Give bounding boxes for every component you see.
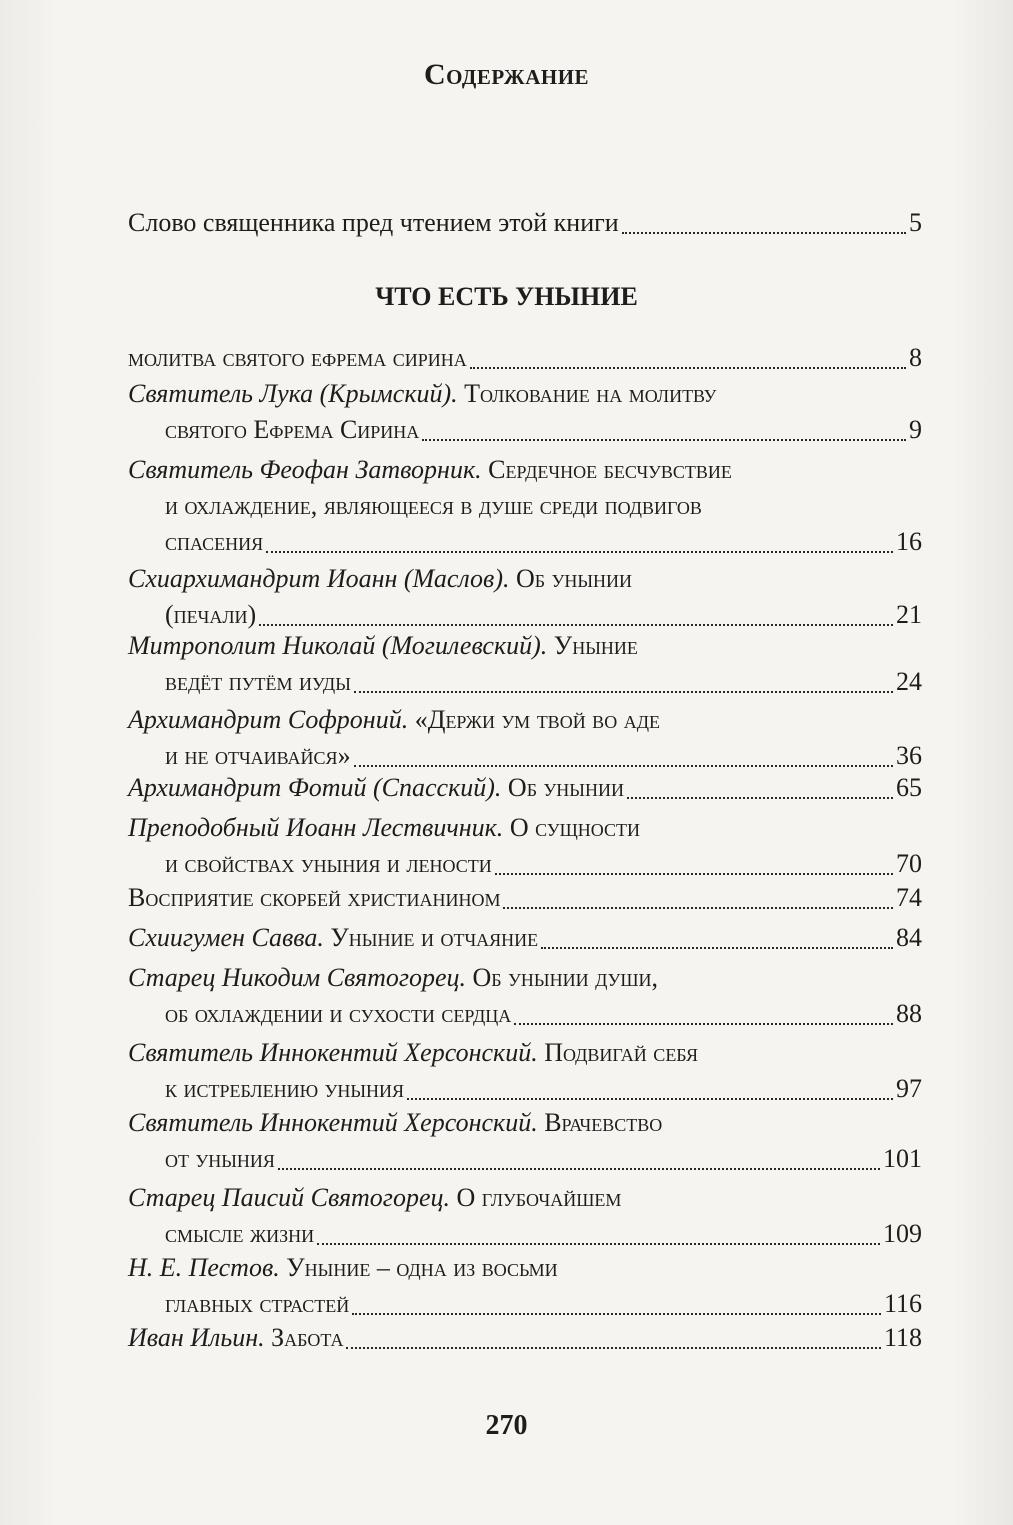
page-ref: 109 (883, 1219, 922, 1248)
page-title: Содержание (423, 58, 590, 91)
entry-title: Уныние (553, 631, 638, 660)
toc-entry (128, 628, 922, 700)
toc-entry-line (128, 1141, 922, 1177)
leader-dots (422, 439, 906, 441)
toc-preface (128, 205, 922, 241)
leader-dots (346, 1347, 880, 1349)
toc-entry-line (128, 1216, 922, 1252)
toc-entry-line (128, 628, 922, 664)
entry-title: Уныние и отчаяние (330, 923, 539, 952)
toc-entry (128, 1035, 922, 1107)
toc-entry (128, 561, 922, 633)
toc-entry-line (128, 960, 922, 996)
entry-title: и охлаждение, являющееся в душе среди подвигов (165, 491, 702, 520)
entry-author: Схиархимандрит Иоанн (Маслов). (128, 564, 516, 593)
toc-entry-line (128, 1320, 922, 1356)
page-ref: 88 (896, 999, 922, 1028)
leader-dots (470, 367, 906, 369)
toc-entry-line (128, 1105, 922, 1141)
toc-entry (128, 770, 922, 806)
page-ref: 70 (896, 849, 922, 878)
toc-entry-line (128, 770, 922, 806)
leader-dots (514, 1023, 893, 1025)
toc-entry-line (128, 920, 922, 956)
page-ref: 9 (909, 415, 922, 444)
toc-entry-line (128, 1250, 922, 1286)
entry-title: (печали) (165, 600, 257, 629)
toc-entry (128, 376, 922, 448)
entry-title: к истреблению уныния (165, 1074, 405, 1103)
leader-dots (541, 947, 893, 949)
entry-title: Уныние – одна из восьми (286, 1253, 558, 1282)
page-ref: 118 (883, 1323, 922, 1352)
toc-entry (128, 960, 922, 1032)
entry-title: О сущности (509, 813, 640, 842)
entry-title: от уныния (165, 1144, 275, 1173)
entry-author: Святитель Лука (Крымский). (128, 379, 465, 408)
entry-title: и не отчаивайся» (165, 741, 351, 770)
toc-entry (128, 1180, 922, 1252)
entry-title: Подвигай себя (544, 1038, 699, 1067)
toc-entry-line (128, 488, 922, 524)
entry-author: Святитель Иннокентий Херсонский. (128, 1038, 545, 1067)
entry-title: Об унынии души, (472, 963, 658, 992)
toc-entry (128, 810, 922, 882)
entry-title: «Держи ум твой во аде (414, 705, 660, 734)
leader-dots (622, 232, 906, 234)
toc-entry-line (128, 880, 922, 916)
toc-entry (128, 702, 922, 774)
entry-title: Врачевство (544, 1108, 663, 1137)
page-ref: 24 (896, 667, 922, 696)
entry-title: святого Ефрема Сирина (165, 415, 420, 444)
leader-dots (354, 765, 893, 767)
entry-title: Об унынии (507, 773, 624, 802)
preface-text: Слово священника пред чтением этой книги (128, 208, 619, 237)
entry-author: Святитель Иннокентий Херсонский. (128, 1108, 545, 1137)
entry-title: смысле жизни (165, 1219, 315, 1248)
toc-entry-line (128, 452, 922, 488)
entry-title: спасения (165, 527, 264, 556)
leader-dots (495, 873, 893, 875)
toc-entry (128, 452, 922, 560)
toc-entry-line (128, 1286, 922, 1322)
entry-author: Архимандрит Софроний. (128, 705, 415, 734)
entry-author: Святитель Феофан Затворник. (128, 455, 489, 484)
leader-dots (317, 1243, 880, 1245)
entry-title: и свойствах уныния и лености (165, 849, 492, 878)
toc-entry (128, 880, 922, 916)
toc-entry-line (128, 1180, 922, 1216)
page-ref: 16 (896, 527, 922, 556)
toc-entry (128, 1320, 922, 1356)
entry-author: Преподобный Иоанн Лествичник. (128, 813, 510, 842)
entry-title: Толкование на молитву (464, 379, 717, 408)
toc-entry (128, 340, 922, 376)
page-ref: 97 (896, 1074, 922, 1103)
toc-entry-line (128, 1035, 922, 1071)
toc-entry-line (128, 561, 922, 597)
entry-title: молитва святого ефрема сирина (128, 343, 467, 372)
page-ref: 84 (896, 923, 922, 952)
leader-dots (259, 624, 893, 626)
entry-author: Архимандрит Фотий (Спасский). (128, 773, 508, 802)
toc-entry-line (128, 412, 922, 448)
leader-dots (407, 1098, 893, 1100)
toc-entry-line (128, 376, 922, 412)
page-ref: 74 (896, 883, 922, 912)
toc-entry-line (128, 738, 922, 774)
entry-title: О глубочайшем (456, 1183, 622, 1212)
entry-title: об охлаждении и сухости сердца (165, 999, 512, 1028)
page-number: 270 (485, 1410, 528, 1441)
leader-dots (627, 797, 893, 799)
toc-entry (128, 1105, 922, 1177)
leader-dots (278, 1168, 880, 1170)
page-ref: 36 (896, 741, 922, 770)
toc-entry-line (128, 340, 922, 376)
toc-entry-line (128, 846, 922, 882)
page-ref: 101 (883, 1144, 922, 1173)
leader-dots (352, 1313, 881, 1315)
entry-author: Старец Никодим Святогорец. (128, 963, 473, 992)
page-ref: 5 (909, 208, 922, 237)
page-ref: 116 (883, 1289, 922, 1318)
toc-entry-line (128, 1071, 922, 1107)
toc-entry (128, 920, 922, 956)
entry-author: Старец Паисий Святогорец. (128, 1183, 457, 1212)
entry-author: Схиигумен Савва. (128, 923, 331, 952)
entry-author: Митрополит Николай (Могилевский). (128, 631, 554, 660)
toc-entry-line (128, 810, 922, 846)
toc-entry-line (128, 702, 922, 738)
entry-title: Об унынии (515, 564, 633, 593)
entry-title: Забота (271, 1323, 344, 1352)
entry-author: Н. Е. Пестов. (128, 1253, 287, 1282)
leader-dots (503, 907, 893, 909)
toc-entry-line (128, 664, 922, 700)
leader-dots (266, 551, 893, 553)
page-ref: 8 (909, 343, 922, 372)
entry-title: Восприятие скорбей христианином (128, 883, 501, 912)
toc-entry-line (128, 524, 922, 560)
toc-entry (128, 1250, 922, 1322)
page-ref: 21 (896, 600, 922, 629)
page-ref: 65 (896, 773, 922, 802)
entry-title: главных страстей (165, 1289, 350, 1318)
entry-title: Сердечное бесчувствие (488, 455, 732, 484)
section-heading: ЧТО ЕСТЬ УНЫНИЕ (375, 282, 638, 311)
entry-title: ведёт путём иуды (165, 667, 351, 696)
entry-author: Иван Ильин. (128, 1323, 272, 1352)
leader-dots (354, 691, 893, 693)
toc-entry-line (128, 996, 922, 1032)
